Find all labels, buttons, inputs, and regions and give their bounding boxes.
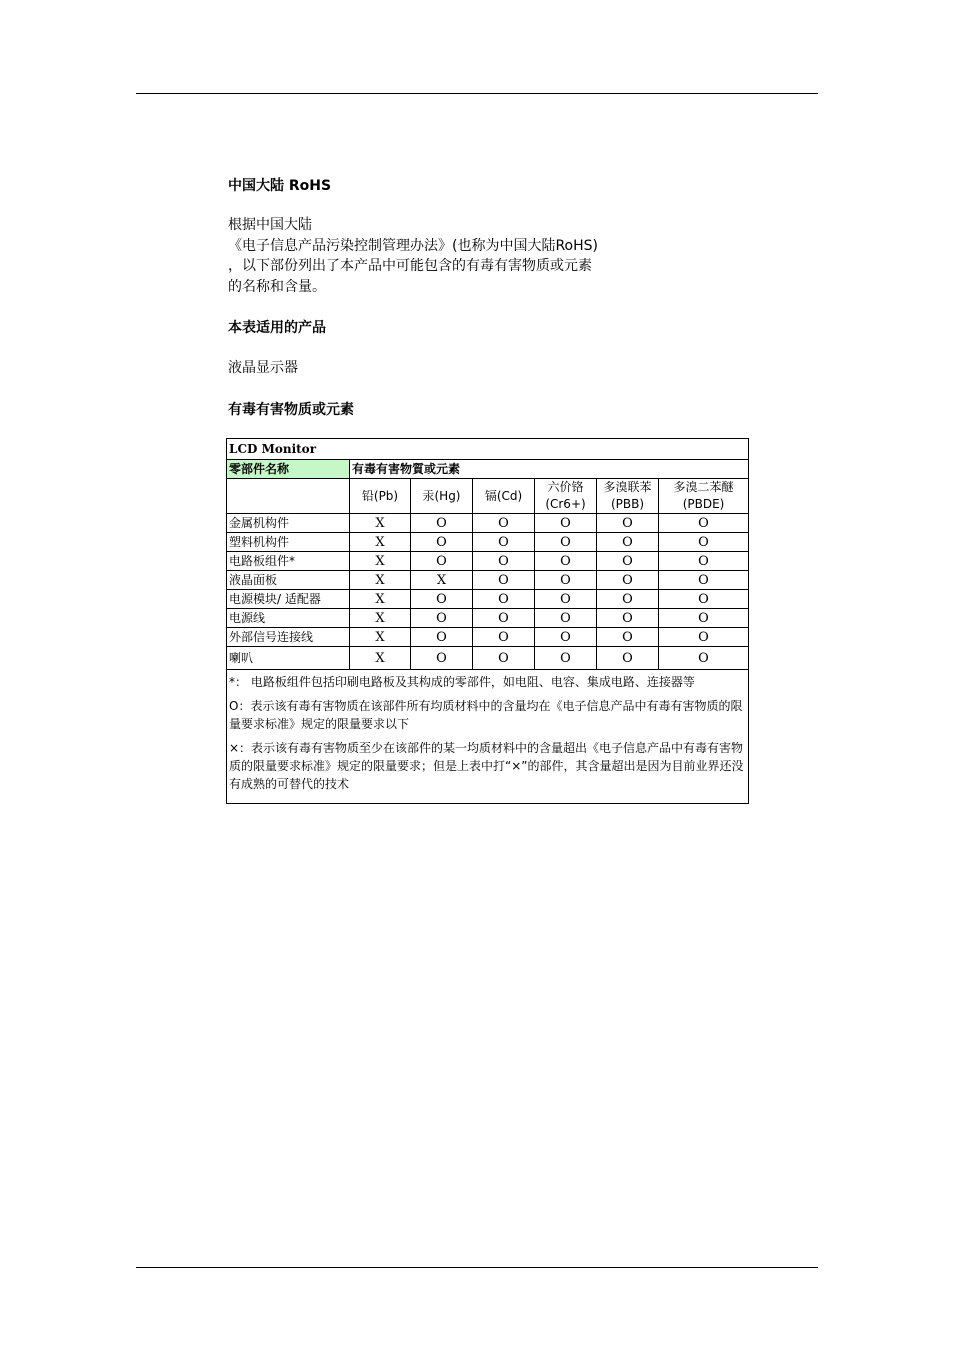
notes-cell [227, 670, 749, 804]
substance-value: O [560, 553, 571, 569]
substance-value-cell [597, 552, 659, 571]
table-row [227, 552, 749, 571]
substance-value: O [436, 591, 447, 607]
substance-value-cell [350, 514, 411, 533]
substance-value: O [622, 591, 633, 607]
substance-value: O [698, 515, 709, 531]
substance-value: O [560, 650, 571, 666]
intro-line: 《电子信息产品污染控制管理办法》(也称为中国大陆RoHS) [228, 237, 599, 254]
substance-value-cell [659, 571, 749, 590]
substance-value: O [560, 610, 571, 626]
substance-value-cell [473, 571, 535, 590]
substance-header: 镉(Cd) [473, 479, 535, 514]
substance-table-container [226, 438, 748, 804]
substance-value: O [560, 515, 571, 531]
substance-value-cell [535, 609, 597, 628]
section-title: 中国大陆 RoHS [228, 178, 332, 194]
substance-value-cell [411, 571, 473, 590]
substance-value: O [436, 629, 447, 645]
table-body [227, 514, 749, 670]
substance-value-cell [597, 590, 659, 609]
substance-value-cell [350, 647, 411, 670]
substance-header: 汞(Hg) [411, 479, 473, 514]
substance-value-cell [350, 533, 411, 552]
part-name-cell: 液晶面板 [227, 571, 350, 590]
substance-value: O [622, 629, 633, 645]
substance-value-cell [659, 590, 749, 609]
substance-value-cell [597, 533, 659, 552]
footer-rule [136, 1267, 818, 1268]
header-rule [136, 93, 818, 94]
substance-value: O [498, 591, 509, 607]
substance-value-cell [411, 628, 473, 647]
products-heading: 本表适用的产品 [228, 320, 326, 336]
substance-header: 铅(Pb) [350, 479, 411, 514]
products-text: 液晶显示器 [228, 360, 298, 376]
intro-line: 根据中国大陆 [228, 217, 312, 233]
substance-value: O [436, 650, 447, 666]
substance-value: X [375, 591, 385, 607]
table-row [227, 590, 749, 609]
substance-header: 六价铬 (Cr6+) [535, 479, 597, 514]
substance-value: O [498, 610, 509, 626]
substance-value: O [622, 534, 633, 550]
empty-header-cell [227, 479, 350, 514]
substance-value-cell [597, 571, 659, 590]
substance-value: X [436, 572, 447, 588]
substance-value-cell [597, 514, 659, 533]
table-caption: LCD Monitor [227, 439, 749, 460]
substance-value-cell [473, 628, 535, 647]
substance-value: O [560, 629, 571, 645]
substance-value: O [622, 650, 633, 666]
substance-value: O [622, 610, 633, 626]
substance-value-cell [535, 514, 597, 533]
substance-value-cell [535, 647, 597, 670]
note-circle: O：表示该有毒有害物质在该部件所有均质材料中的含量均在《电子信息产品中有毒有害物质的限量要求标准》规定的限量要求以下 [229, 699, 743, 731]
part-name-cell: 金属机构件 [227, 514, 350, 533]
substance-value: O [498, 650, 509, 666]
substance-value: O [622, 515, 633, 531]
substance-value-cell [659, 533, 749, 552]
substance-value: X [375, 650, 385, 666]
substance-value: O [498, 534, 509, 550]
substance-value-cell [659, 552, 749, 571]
substance-value-cell [473, 514, 535, 533]
substance-value-cell [535, 533, 597, 552]
substance-value: O [436, 534, 447, 550]
intro-line: 的名称和含量。 [228, 278, 326, 295]
substance-value-cell [597, 609, 659, 628]
table-row [227, 647, 749, 670]
substance-value-cell [659, 609, 749, 628]
substance-value: O [560, 591, 571, 607]
substance-value-cell [411, 552, 473, 571]
substance-value-cell [597, 647, 659, 670]
substance-value: O [698, 650, 709, 666]
substance-value-cell [535, 628, 597, 647]
substance-header-row [227, 479, 749, 514]
substances-heading: 有毒有害物质或元素 [228, 402, 354, 418]
table-row [227, 609, 749, 628]
substance-value: O [698, 591, 709, 607]
substance-value-cell [659, 628, 749, 647]
substance-value: O [498, 572, 509, 588]
substance-header: 多溴二苯醚 (PBDE) [659, 479, 749, 514]
substance-value: O [698, 534, 709, 550]
substance-value: O [560, 572, 571, 588]
notes-row [227, 670, 749, 804]
part-name-cell: 电源线 [227, 609, 350, 628]
substance-value-cell [473, 647, 535, 670]
part-name-cell: 电源模块/ 适配器 [227, 590, 350, 609]
substance-value: O [698, 610, 709, 626]
substance-value-cell [411, 533, 473, 552]
intro-paragraph [228, 215, 598, 297]
substance-value-cell [659, 514, 749, 533]
table-row [227, 514, 749, 533]
substance-value: O [498, 553, 509, 569]
substance-value: X [375, 610, 385, 626]
substance-value: X [375, 629, 385, 645]
substance-value-cell [473, 552, 535, 571]
substance-table [226, 438, 749, 804]
parts-column-header: 零部件名称 [227, 460, 350, 479]
substance-value-cell [411, 647, 473, 670]
substance-value-cell [350, 552, 411, 571]
part-name-cell: 塑料机构件 [227, 533, 350, 552]
note-cross: ×：表示该有毒有害物质至少在该部件的某一均质材料中的含量超出《电子信息产品中有毒有害物质的限量要求标准》规定的限量要求；但是上表中打“×”的部件，其含量超出是因为目前业界还没有成熟的可替代的技术 [229, 741, 744, 791]
substance-value: O [436, 610, 447, 626]
substance-value-cell [411, 514, 473, 533]
table-row [227, 571, 749, 590]
substance-value: O [622, 553, 633, 569]
part-name-cell: 电路板组件* [227, 552, 350, 571]
substance-value: X [375, 572, 385, 588]
part-name-cell: 喇叭 [227, 647, 350, 670]
substance-value-cell [350, 628, 411, 647]
substance-value-cell [535, 571, 597, 590]
substance-value-cell [350, 590, 411, 609]
substance-value-cell [473, 590, 535, 609]
substance-value-cell [535, 552, 597, 571]
substance-value: O [436, 553, 447, 569]
intro-line: ，以下部份列出了本产品中可能包含的有毒有害物质或元素 [228, 258, 592, 274]
substance-value: O [698, 553, 709, 569]
substance-header: 多溴联苯 (PBB) [597, 479, 659, 514]
substance-value: O [698, 572, 709, 588]
substance-value: O [560, 534, 571, 550]
substance-value-cell [473, 533, 535, 552]
substance-value: O [436, 515, 447, 531]
substances-column-header: 有毒有害物質或元素 [350, 460, 749, 479]
substance-value-cell [473, 609, 535, 628]
substance-value: O [498, 515, 509, 531]
substance-value-cell [659, 647, 749, 670]
substance-value: O [498, 629, 509, 645]
substance-value-cell [350, 609, 411, 628]
substance-value: O [622, 572, 633, 588]
substance-value-cell [535, 590, 597, 609]
substance-value-cell [597, 628, 659, 647]
substance-value-cell [411, 609, 473, 628]
substance-value-cell [411, 590, 473, 609]
part-name-cell: 外部信号连接线 [227, 628, 350, 647]
substance-value: X [375, 534, 385, 550]
substance-value-cell [350, 571, 411, 590]
substance-value: X [375, 515, 385, 531]
substance-value: X [375, 553, 385, 569]
table-row [227, 628, 749, 647]
note-circuit-board: *： 电路板组件包括印刷电路板及其构成的零部件，如电阻、电容、集成电路、连接器等 [229, 675, 695, 689]
substance-value: O [698, 629, 709, 645]
table-row [227, 533, 749, 552]
